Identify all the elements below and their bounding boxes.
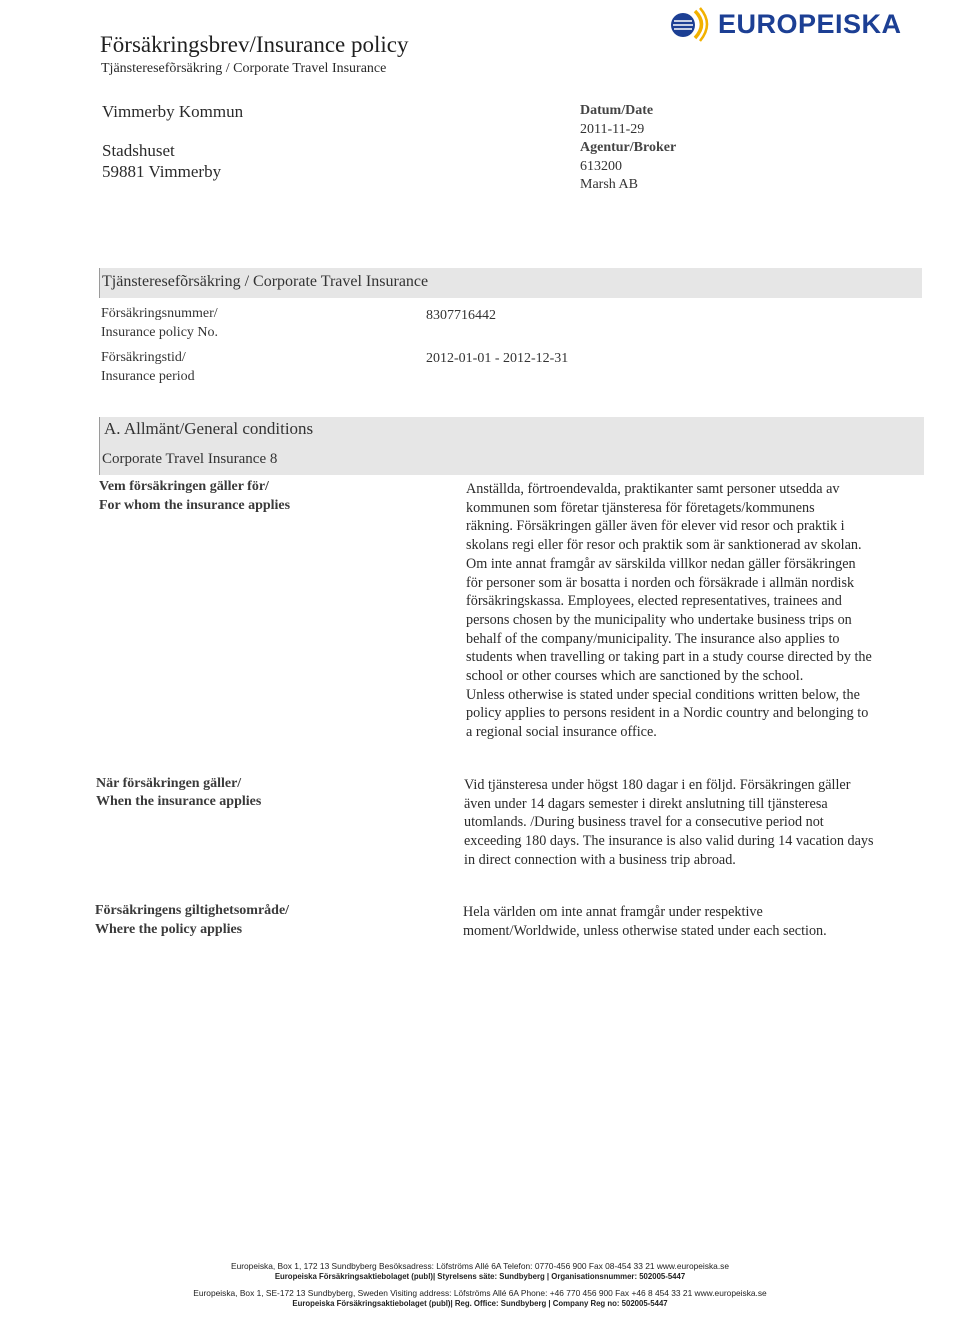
page-subtitle: Tjänsteresefõrsäkring / Corporate Travel Insurance <box>101 61 387 76</box>
footer-en-address: Europeiska, Box 1, SE-172 13 Sundbyberg, Sweden Visiting address: Löfströms Allé 6A Phone: +46 770 456 900 Fax +46 8 454 33 21 www.europeiska.se <box>193 1288 767 1298</box>
broker-label: Agentur/Broker <box>580 140 677 155</box>
policy-period-label: Försäkringstid/ <box>101 350 186 365</box>
when-text-line: exceeding 180 days. The insurance is also valid during 14 vacation days <box>464 833 874 850</box>
recipient-address-line1: Stadshuset <box>102 141 175 160</box>
policy-number-label-en: Insurance policy No. <box>101 325 219 340</box>
recipient-address-line2: 59881 Vimmerby <box>102 162 222 181</box>
when-text-line: även under 14 dagars semester i direkt anslutning till tjänsteresa <box>464 795 828 812</box>
recipient-name: Vimmerby Kommun <box>102 102 244 121</box>
policy-number-value: 8307716442 <box>426 308 496 323</box>
who-text-line: försäkringskassa. Employees, elected representatives, trainees and <box>466 593 842 610</box>
who-label-en: For whom the insurance applies <box>99 498 291 513</box>
plan-title: Corporate Travel Insurance 8 <box>102 451 278 467</box>
who-text-line: students when travelling or taking part in a study course directed by the <box>466 649 872 666</box>
who-text-line: school or other courses which are sanctioned by the school. <box>466 668 804 685</box>
when-text-line: Vid tjänsteresa under högst 180 dagar i en följd. Försäkringen gäller <box>464 777 851 793</box>
who-text-line: behalf of the company/municipality. The insurance also applies to <box>466 630 840 647</box>
who-text-line: skolans regi eller för resor och praktik som är sanktionerad av skolan. <box>466 537 862 554</box>
who-text-line: räkning. Försäkringen gäller även för elever vid resor och praktik i <box>466 518 845 535</box>
date-label: Datum/Date <box>580 103 654 118</box>
logo-mark-icon <box>668 4 712 44</box>
broker-code: 613200 <box>580 159 622 174</box>
when-text-line: utomlands. /During business travel for a consecutive period not <box>464 814 824 831</box>
logo-wordmark: EUROPEISKA <box>718 8 902 39</box>
who-text-line: policy applies to persons resident in a Nordic country and belonging to <box>466 705 869 722</box>
general-section-title: A. Allmänt/General conditions <box>104 419 314 438</box>
when-label: När försäkringen gäller/ <box>96 776 242 791</box>
who-text-line: kommunen som företar tjänsteresa för företagets/kommunens <box>466 499 815 516</box>
when-text-line: in direct connection with a business trip abroad. <box>464 851 736 868</box>
policy-period-value: 2012-01-01 - 2012-12-31 <box>426 351 569 366</box>
who-text-line: för personer som är bosatta i norden och försäkrade i allmän nordisk <box>466 574 855 591</box>
when-label-en: When the insurance applies <box>96 794 262 809</box>
who-text <box>466 480 872 742</box>
policy-section-title: Tjänsteresefõrsäkring / Corporate Travel Insurance <box>102 273 429 290</box>
footer-sv-address: Europeiska, Box 1, 172 13 Sundbyberg Besöksadress: Löfströms Allé 6A Telefon: 0770-456 900 Fax 08-454 33 21 www.europeiska.se <box>230 1261 729 1271</box>
date-value: 2011-11-29 <box>580 122 645 137</box>
who-text-line: Unless otherwise is stated under special conditions written below, the <box>466 686 860 703</box>
general-section-bar <box>99 417 924 475</box>
where-label: Försäkringens giltighetsområde/ <box>95 903 290 918</box>
where-text <box>463 903 827 940</box>
policy-section-bar <box>99 268 922 298</box>
where-text-line: moment/Worldwide, unless otherwise stated under each section. <box>463 922 827 939</box>
europeiska-logo <box>668 4 902 44</box>
who-text-line: a regional social insurance office. <box>466 724 657 741</box>
footer-sv-company: Europeiska Försäkringsaktiebolaget (publ)| Styrelsens säte: Sundbyberg | Organisationsnummer: 502005-5447 <box>274 1272 686 1281</box>
where-label-en: Where the policy applies <box>95 922 243 937</box>
where-text-line: Hela världen om inte annat framgår under respektive <box>463 904 763 920</box>
policy-number-label: Försäkringsnummer/ <box>101 306 218 321</box>
who-text-line: Anställda, förtroendevalda, praktikanter samt personer utsedda av <box>466 481 840 497</box>
who-text-line: persons chosen by the municipality who undertake business trips on <box>466 611 852 628</box>
broker-name: Marsh AB <box>580 177 638 192</box>
who-text-line: Om inte annat framgår av särskilda villkor nedan gäller försäkringen <box>466 555 856 572</box>
footer-en-company: Europeiska Försäkringsaktiebolaget (publ)| Reg. Office: Sundbyberg | Company Reg no: 502005-5447 <box>292 1299 668 1308</box>
who-label: Vem försäkringen gäller för/ <box>99 479 269 494</box>
policy-period-label-en: Insurance period <box>101 369 195 384</box>
page-title: Försäkringsbrev/Insurance policy <box>100 32 409 57</box>
when-text <box>464 776 874 870</box>
